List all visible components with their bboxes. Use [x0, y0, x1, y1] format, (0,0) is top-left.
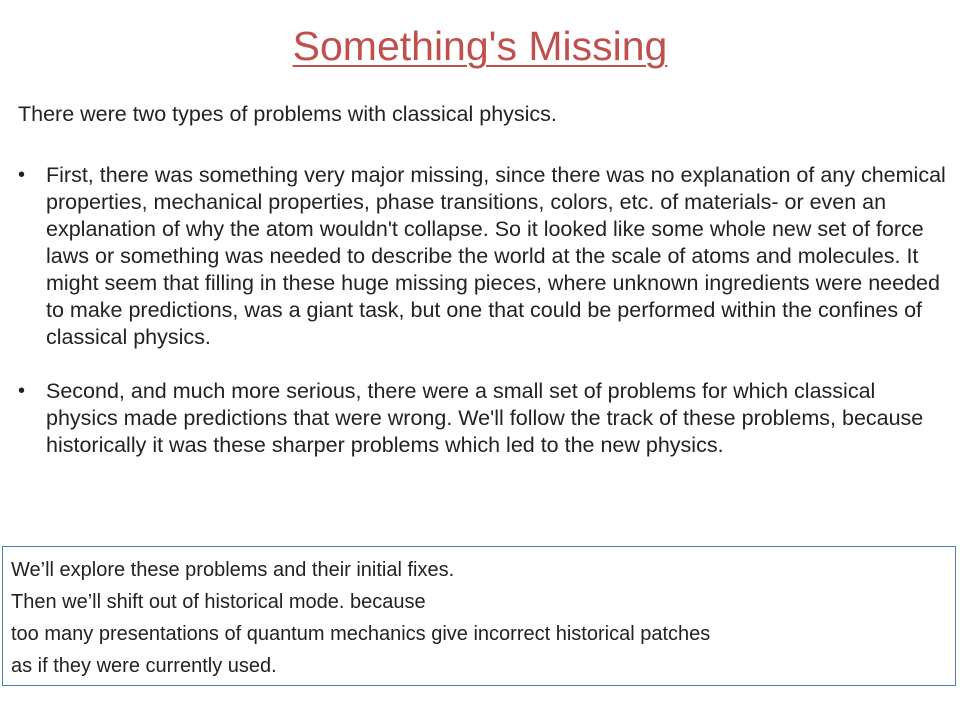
callout-line-1: We’ll explore these problems and their initial fixes.: [11, 559, 455, 581]
intro-text: There were two types of problems with classical physics.: [18, 102, 557, 126]
callout-line-3: too many presentations of quantum mechanics give incorrect historical patches: [11, 623, 711, 645]
callout-box: [2, 546, 956, 686]
bullet-marker: •: [18, 380, 26, 402]
slide-title: Something's Missing: [292, 23, 668, 69]
bullet-item-second: [18, 378, 946, 459]
bullet-list: [18, 162, 946, 486]
bullet-marker: •: [18, 164, 26, 186]
bullet-text-second: Second, and much more serious, there were a small set of problems for which classical physics made predictions that were wrong. We'll follow the track of these problems, because historically it was these sharper problems which led to the new physics.: [46, 379, 924, 457]
callout-line-4: as if they were currently used.: [11, 655, 277, 677]
bullet-text-first: First, there was something very major missing, since there was no explanation of any chemical properties, mechanical properties, phase transitions, colors, etc. of materials- or even an explanation of why the atom wouldn't collapse. So it looked like some whole new set of force laws or something was needed to describe the world at the scale of atoms and molecules. It might seem that filling in these huge missing pieces, where unknown ingredients were needed to make predictions, was a giant task, but one that could be performed within the confines of classical physics.: [46, 163, 946, 349]
callout-line-2: Then we’ll shift out of historical mode. because: [11, 591, 426, 613]
bullet-item-first: [18, 162, 946, 351]
